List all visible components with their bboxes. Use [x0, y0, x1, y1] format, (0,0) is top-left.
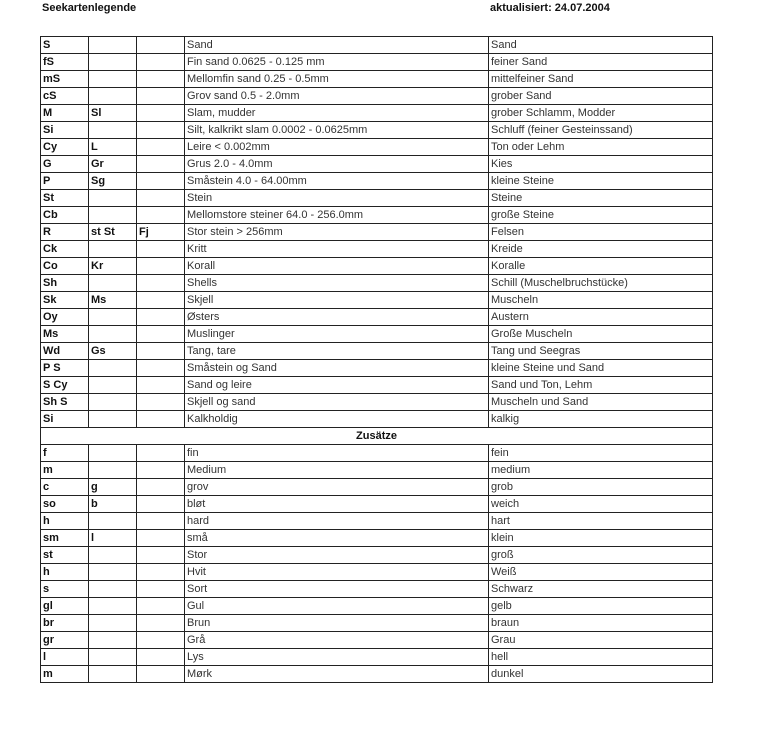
norwegian-cell: Gul [185, 598, 489, 615]
alt-abbrev-cell [89, 122, 137, 139]
table-row [41, 224, 713, 241]
norwegian-cell: Småstein og Sand [185, 360, 489, 377]
abbrev-cell: S Cy [41, 377, 89, 394]
table-row [41, 275, 713, 292]
german-cell: hell [489, 649, 713, 666]
alt-abbrev-cell [89, 649, 137, 666]
table-row [41, 190, 713, 207]
table-row [41, 258, 713, 275]
alt-abbrev-cell [89, 462, 137, 479]
section-header [41, 428, 713, 445]
norwegian-cell: Grov sand 0.5 - 2.0mm [185, 88, 489, 105]
abbrev-cell: mS [41, 71, 89, 88]
german-cell: gelb [489, 598, 713, 615]
alt-abbrev-cell [89, 666, 137, 683]
german-cell: Steine [489, 190, 713, 207]
alt-abbrev-cell [89, 54, 137, 71]
alt-abbrev2-cell [137, 292, 185, 309]
alt-abbrev-cell [89, 445, 137, 462]
table-row [41, 632, 713, 649]
german-cell: grober Sand [489, 88, 713, 105]
alt-abbrev2-cell [137, 632, 185, 649]
alt-abbrev2-cell [137, 394, 185, 411]
german-cell: Muscheln [489, 292, 713, 309]
table-row [41, 122, 713, 139]
german-cell: Kies [489, 156, 713, 173]
abbrev-cell: m [41, 666, 89, 683]
norwegian-cell: små [185, 530, 489, 547]
norwegian-cell: Mørk [185, 666, 489, 683]
german-cell: Schwarz [489, 581, 713, 598]
norwegian-cell: Silt, kalkrikt slam 0.0002 - 0.0625mm [185, 122, 489, 139]
alt-abbrev2-cell [137, 326, 185, 343]
alt-abbrev2-cell [137, 360, 185, 377]
abbrev-cell: St [41, 190, 89, 207]
german-cell: Schluff (feiner Gesteinssand) [489, 122, 713, 139]
table-row [41, 479, 713, 496]
german-cell: groß [489, 547, 713, 564]
german-cell: Sand [489, 37, 713, 54]
alt-abbrev2-cell [137, 547, 185, 564]
table-row [41, 326, 713, 343]
abbrev-cell: Si [41, 122, 89, 139]
alt-abbrev2-cell [137, 598, 185, 615]
table-row [41, 343, 713, 360]
norwegian-cell: Sand [185, 37, 489, 54]
alt-abbrev-cell: Sg [89, 173, 137, 190]
alt-abbrev-cell: Sl [89, 105, 137, 122]
table-row [41, 445, 713, 462]
alt-abbrev-cell: g [89, 479, 137, 496]
alt-abbrev-cell [89, 241, 137, 258]
german-cell: medium [489, 462, 713, 479]
norwegian-cell: Tang, tare [185, 343, 489, 360]
alt-abbrev2-cell [137, 173, 185, 190]
alt-abbrev-cell: L [89, 139, 137, 156]
alt-abbrev2-cell: Fj [137, 224, 185, 241]
legend-body [41, 37, 713, 428]
norwegian-cell: Stor stein > 256mm [185, 224, 489, 241]
alt-abbrev2-cell [137, 479, 185, 496]
alt-abbrev2-cell [137, 139, 185, 156]
alt-abbrev2-cell [137, 581, 185, 598]
abbrev-cell: P S [41, 360, 89, 377]
german-cell: braun [489, 615, 713, 632]
german-cell: Felsen [489, 224, 713, 241]
norwegian-cell: Hvit [185, 564, 489, 581]
legend-table [40, 36, 713, 683]
norwegian-cell: Stor [185, 547, 489, 564]
german-cell: weich [489, 496, 713, 513]
alt-abbrev-cell [89, 615, 137, 632]
alt-abbrev2-cell [137, 275, 185, 292]
german-cell: feiner Sand [489, 54, 713, 71]
alt-abbrev2-cell [137, 241, 185, 258]
abbrev-cell: M [41, 105, 89, 122]
alt-abbrev-cell [89, 632, 137, 649]
table-row [41, 139, 713, 156]
alt-abbrev2-cell [137, 649, 185, 666]
abbrev-cell: l [41, 649, 89, 666]
norwegian-cell: Mellomstore steiner 64.0 - 256.0mm [185, 207, 489, 224]
norwegian-cell: Muslinger [185, 326, 489, 343]
alt-abbrev-cell [89, 309, 137, 326]
abbrev-cell: G [41, 156, 89, 173]
german-cell: dunkel [489, 666, 713, 683]
norwegian-cell: Shells [185, 275, 489, 292]
abbrev-cell: br [41, 615, 89, 632]
norwegian-cell: bløt [185, 496, 489, 513]
alt-abbrev-cell [89, 513, 137, 530]
alt-abbrev2-cell [137, 309, 185, 326]
norwegian-cell: hard [185, 513, 489, 530]
abbrev-cell: f [41, 445, 89, 462]
alt-abbrev-cell [89, 326, 137, 343]
german-cell: Austern [489, 309, 713, 326]
german-cell: Muscheln und Sand [489, 394, 713, 411]
table-row [41, 666, 713, 683]
german-cell: Koralle [489, 258, 713, 275]
table-row [41, 547, 713, 564]
updated-date: aktualisiert: 24.07.2004 [490, 2, 610, 14]
alt-abbrev-cell [89, 547, 137, 564]
german-cell: Ton oder Lehm [489, 139, 713, 156]
german-cell: hart [489, 513, 713, 530]
norwegian-cell: Stein [185, 190, 489, 207]
alt-abbrev-cell [89, 71, 137, 88]
abbrev-cell: Sk [41, 292, 89, 309]
table-row [41, 37, 713, 54]
abbrev-cell: Sh S [41, 394, 89, 411]
table-row [41, 105, 713, 122]
extras-body [41, 445, 713, 683]
alt-abbrev2-cell [137, 71, 185, 88]
abbrev-cell: m [41, 462, 89, 479]
alt-abbrev2-cell [137, 88, 185, 105]
alt-abbrev-cell [89, 190, 137, 207]
norwegian-cell: Leire < 0.002mm [185, 139, 489, 156]
abbrev-cell: gr [41, 632, 89, 649]
norwegian-cell: Sort [185, 581, 489, 598]
table-row [41, 394, 713, 411]
norwegian-cell: Kritt [185, 241, 489, 258]
norwegian-cell: fin [185, 445, 489, 462]
norwegian-cell: Småstein 4.0 - 64.00mm [185, 173, 489, 190]
german-cell: Kreide [489, 241, 713, 258]
abbrev-cell: h [41, 513, 89, 530]
abbrev-cell: cS [41, 88, 89, 105]
german-cell: kleine Steine und Sand [489, 360, 713, 377]
abbrev-cell: Co [41, 258, 89, 275]
abbrev-cell: P [41, 173, 89, 190]
abbrev-cell: st [41, 547, 89, 564]
table-row [41, 88, 713, 105]
abbrev-cell: s [41, 581, 89, 598]
alt-abbrev2-cell [137, 615, 185, 632]
table-row [41, 309, 713, 326]
abbrev-cell: R [41, 224, 89, 241]
alt-abbrev-cell [89, 207, 137, 224]
alt-abbrev-cell [89, 88, 137, 105]
german-cell: Grau [489, 632, 713, 649]
table-row [41, 173, 713, 190]
abbrev-cell: Cb [41, 207, 89, 224]
alt-abbrev2-cell [137, 462, 185, 479]
alt-abbrev-cell [89, 394, 137, 411]
alt-abbrev-cell: st St [89, 224, 137, 241]
german-cell: fein [489, 445, 713, 462]
alt-abbrev-cell: l [89, 530, 137, 547]
german-cell: große Steine [489, 207, 713, 224]
alt-abbrev2-cell [137, 105, 185, 122]
alt-abbrev2-cell [137, 122, 185, 139]
alt-abbrev2-cell [137, 258, 185, 275]
alt-abbrev-cell [89, 598, 137, 615]
alt-abbrev2-cell [137, 411, 185, 428]
alt-abbrev2-cell [137, 207, 185, 224]
abbrev-cell: Wd [41, 343, 89, 360]
alt-abbrev2-cell [137, 54, 185, 71]
table-row [41, 411, 713, 428]
alt-abbrev-cell [89, 411, 137, 428]
table-row [41, 496, 713, 513]
page-header [40, 2, 720, 16]
norwegian-cell: Lys [185, 649, 489, 666]
abbrev-cell: gl [41, 598, 89, 615]
section-row [41, 428, 713, 445]
table-row [41, 377, 713, 394]
alt-abbrev-cell: Gr [89, 156, 137, 173]
table-row [41, 54, 713, 71]
abbrev-cell: fS [41, 54, 89, 71]
table-row [41, 156, 713, 173]
alt-abbrev2-cell [137, 513, 185, 530]
norwegian-cell: Brun [185, 615, 489, 632]
german-cell: kalkig [489, 411, 713, 428]
alt-abbrev-cell: Kr [89, 258, 137, 275]
norwegian-cell: Kalkholdig [185, 411, 489, 428]
norwegian-cell: Skjell [185, 292, 489, 309]
alt-abbrev2-cell [137, 564, 185, 581]
norwegian-cell: Fin sand 0.0625 - 0.125 mm [185, 54, 489, 71]
table-row [41, 513, 713, 530]
norwegian-cell: Østers [185, 309, 489, 326]
abbrev-cell: so [41, 496, 89, 513]
table-row [41, 360, 713, 377]
table-row [41, 207, 713, 224]
norwegian-cell: Grå [185, 632, 489, 649]
alt-abbrev2-cell [137, 343, 185, 360]
table-row [41, 649, 713, 666]
alt-abbrev-cell [89, 581, 137, 598]
table-row [41, 581, 713, 598]
abbrev-cell: Sh [41, 275, 89, 292]
alt-abbrev-cell [89, 564, 137, 581]
table-row [41, 598, 713, 615]
alt-abbrev-cell: Gs [89, 343, 137, 360]
document-title: Seekartenlegende [42, 2, 137, 14]
norwegian-cell: grov [185, 479, 489, 496]
abbrev-cell: Ck [41, 241, 89, 258]
abbrev-cell: Ms [41, 326, 89, 343]
norwegian-cell: Korall [185, 258, 489, 275]
table-row [41, 462, 713, 479]
abbrev-cell: Cy [41, 139, 89, 156]
alt-abbrev2-cell [137, 37, 185, 54]
alt-abbrev-cell: Ms [89, 292, 137, 309]
norwegian-cell: Slam, mudder [185, 105, 489, 122]
german-cell: Tang und Seegras [489, 343, 713, 360]
table-row [41, 615, 713, 632]
abbrev-cell: h [41, 564, 89, 581]
alt-abbrev-cell [89, 360, 137, 377]
german-cell: kleine Steine [489, 173, 713, 190]
alt-abbrev-cell [89, 37, 137, 54]
alt-abbrev2-cell [137, 530, 185, 547]
abbrev-cell: Oy [41, 309, 89, 326]
alt-abbrev-cell [89, 377, 137, 394]
section-label: Zusätze [41, 428, 713, 445]
german-cell: klein [489, 530, 713, 547]
alt-abbrev2-cell [137, 190, 185, 207]
alt-abbrev2-cell [137, 156, 185, 173]
alt-abbrev-cell: b [89, 496, 137, 513]
abbrev-cell: Si [41, 411, 89, 428]
table-row [41, 71, 713, 88]
german-cell: grober Schlamm, Modder [489, 105, 713, 122]
norwegian-cell: Medium [185, 462, 489, 479]
abbrev-cell: S [41, 37, 89, 54]
german-cell: grob [489, 479, 713, 496]
table-row [41, 292, 713, 309]
german-cell: mittelfeiner Sand [489, 71, 713, 88]
alt-abbrev2-cell [137, 666, 185, 683]
norwegian-cell: Skjell og sand [185, 394, 489, 411]
alt-abbrev2-cell [137, 445, 185, 462]
abbrev-cell: c [41, 479, 89, 496]
german-cell: Große Muscheln [489, 326, 713, 343]
german-cell: Sand und Ton, Lehm [489, 377, 713, 394]
table-row [41, 564, 713, 581]
norwegian-cell: Grus 2.0 - 4.0mm [185, 156, 489, 173]
abbrev-cell: sm [41, 530, 89, 547]
table-row [41, 241, 713, 258]
alt-abbrev2-cell [137, 496, 185, 513]
table-row [41, 530, 713, 547]
german-cell: Schill (Muschelbruchstücke) [489, 275, 713, 292]
alt-abbrev-cell [89, 275, 137, 292]
norwegian-cell: Sand og leire [185, 377, 489, 394]
alt-abbrev2-cell [137, 377, 185, 394]
german-cell: Weiß [489, 564, 713, 581]
norwegian-cell: Mellomfin sand 0.25 - 0.5mm [185, 71, 489, 88]
